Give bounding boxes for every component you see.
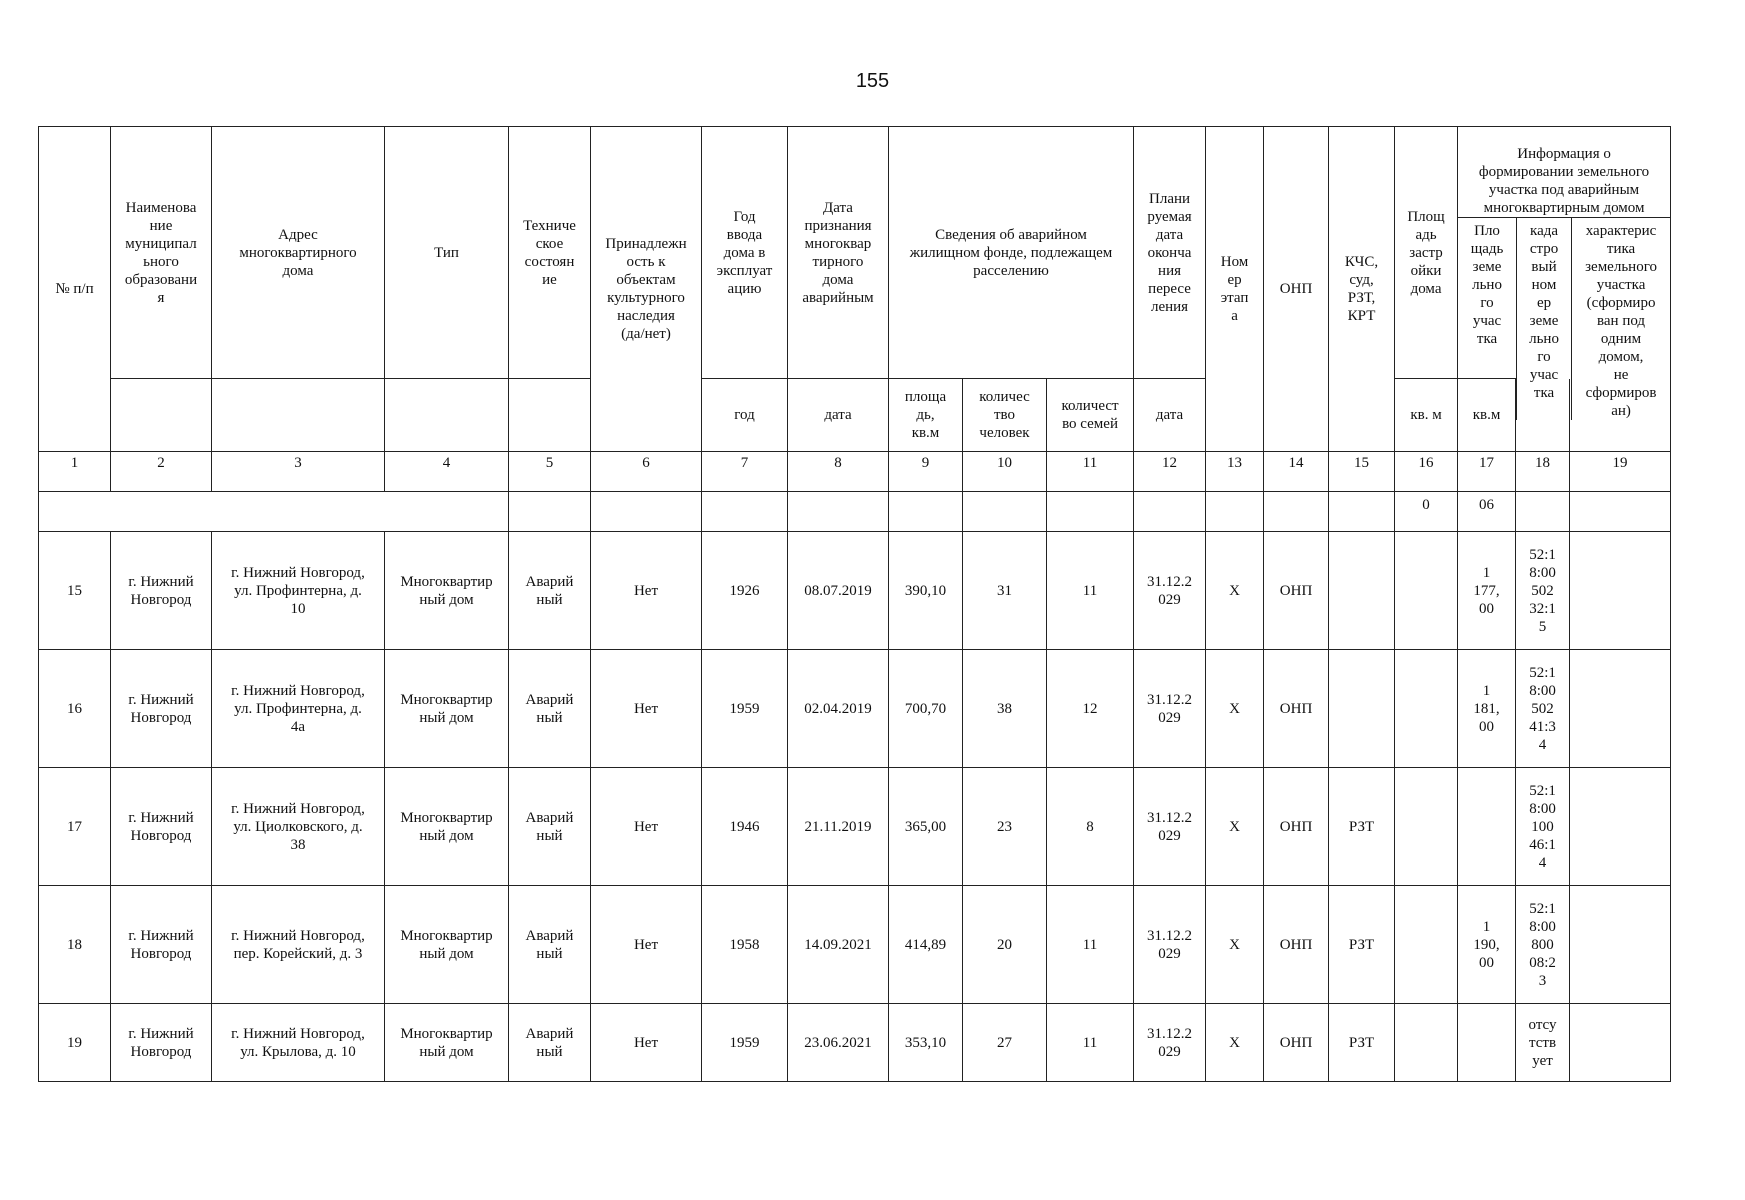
cell-type: Многоквартир ный дом <box>385 650 509 768</box>
cell-n: 16 <box>39 650 111 768</box>
cell-land-area: 1 177, 00 <box>1458 532 1516 650</box>
header-cell: количес тво человек <box>963 379 1047 452</box>
cell-plan: 31.12.2 029 <box>1134 650 1206 768</box>
cell-land-area <box>1458 1004 1516 1082</box>
continuation-cell <box>1047 492 1134 532</box>
header-cell: Адрес многоквартирного дома <box>212 127 385 379</box>
cell-mun: г. Нижний Новгород <box>111 886 212 1004</box>
cell-stage: X <box>1206 768 1264 886</box>
header-cell: Наименова ние муниципал ьного образовани я <box>111 127 212 379</box>
header-cell: дата <box>1134 379 1206 452</box>
header-cell: кв. м <box>1395 379 1458 452</box>
cell-n: 15 <box>39 532 111 650</box>
cell-land-char <box>1570 1004 1671 1082</box>
header-cell: Ном ер этап а <box>1206 127 1264 452</box>
cell-cadastre: 52:1 8:00 502 41:3 4 <box>1516 650 1570 768</box>
continuation-cell <box>1516 492 1570 532</box>
continuation-cell <box>385 492 509 532</box>
column-number-cell: 9 <box>889 452 963 492</box>
header-cell: када стро вый ном ер земе льно го учас тка <box>1517 218 1572 420</box>
cell-stage: X <box>1206 1004 1264 1082</box>
cell-date: 08.07.2019 <box>788 532 889 650</box>
cell-type: Многоквартир ный дом <box>385 532 509 650</box>
continuation-cell: 0 <box>1395 492 1458 532</box>
header-cell <box>111 379 212 452</box>
header-cell: ОНП <box>1264 127 1329 452</box>
cell-area: 365,00 <box>889 768 963 886</box>
cell-families: 11 <box>1047 886 1134 1004</box>
column-number-cell: 10 <box>963 452 1047 492</box>
table-row <box>39 650 1671 768</box>
column-number-cell: 11 <box>1047 452 1134 492</box>
continuation-cell <box>1570 492 1671 532</box>
cell-year: 1959 <box>702 650 788 768</box>
continuation-cell <box>1264 492 1329 532</box>
cell-people: 23 <box>963 768 1047 886</box>
cell-land-char <box>1570 886 1671 1004</box>
column-number-cell: 19 <box>1570 452 1671 492</box>
header-cell: Дата признания многоквар тирного дома аварийным <box>788 127 889 379</box>
cell-n: 18 <box>39 886 111 1004</box>
header-cell: КЧС, суд, РЗТ, КРТ <box>1329 127 1395 452</box>
cell-onp: ОНП <box>1264 532 1329 650</box>
column-number-cell: 12 <box>1134 452 1206 492</box>
header-cell: Принадлежн ость к объектам культурного наследия (да/нет) <box>591 127 702 452</box>
cell-type: Многоквартир ный дом <box>385 886 509 1004</box>
cell-families: 8 <box>1047 768 1134 886</box>
header-row-main <box>39 127 1671 379</box>
cell-heritage: Нет <box>591 532 702 650</box>
continuation-cell <box>1206 492 1264 532</box>
continuation-row <box>39 492 1671 532</box>
page-number: 155 <box>855 70 890 92</box>
cell-people: 38 <box>963 650 1047 768</box>
cell-build-area <box>1395 650 1458 768</box>
cell-addr: г. Нижний Новгород, ул. Крылова, д. 10 <box>212 1004 385 1082</box>
cell-state: Аварий ный <box>509 886 591 1004</box>
cell-plan: 31.12.2 029 <box>1134 768 1206 886</box>
header-cell: год <box>702 379 788 452</box>
table-row <box>39 1004 1671 1082</box>
cell-state: Аварий ный <box>509 768 591 886</box>
column-number-cell: 16 <box>1395 452 1458 492</box>
cell-date: 23.06.2021 <box>788 1004 889 1082</box>
cell-land-char <box>1570 532 1671 650</box>
cell-date: 21.11.2019 <box>788 768 889 886</box>
column-number-cell: 13 <box>1206 452 1264 492</box>
continuation-cell <box>1134 492 1206 532</box>
cell-date: 14.09.2021 <box>788 886 889 1004</box>
cell-area: 390,10 <box>889 532 963 650</box>
cell-plan: 31.12.2 029 <box>1134 1004 1206 1082</box>
cell-mun: г. Нижний Новгород <box>111 1004 212 1082</box>
cell-mun: г. Нижний Новгород <box>111 532 212 650</box>
cell-area: 353,10 <box>889 1004 963 1082</box>
column-number-cell: 3 <box>212 452 385 492</box>
cell-addr: г. Нижний Новгород, ул. Профинтерна, д. 4а <box>212 650 385 768</box>
cell-year: 1959 <box>702 1004 788 1082</box>
continuation-cell <box>963 492 1047 532</box>
cell-area: 414,89 <box>889 886 963 1004</box>
cell-families: 12 <box>1047 650 1134 768</box>
cell-onp: ОНП <box>1264 886 1329 1004</box>
header-cell: Сведения об аварийном жилищном фонде, подлежащем расселению <box>889 127 1134 379</box>
cell-stage: X <box>1206 650 1264 768</box>
header-cell: Техниче ское состоян ие <box>509 127 591 379</box>
continuation-cell <box>788 492 889 532</box>
cell-land-area: 1 190, 00 <box>1458 886 1516 1004</box>
cell-state: Аварий ный <box>509 532 591 650</box>
cell-land-char <box>1570 650 1671 768</box>
cell-kchs: РЗТ <box>1329 886 1395 1004</box>
cell-plan: 31.12.2 029 <box>1134 532 1206 650</box>
header-cell: № п/п <box>39 127 111 452</box>
cell-onp: ОНП <box>1264 650 1329 768</box>
cell-people: 20 <box>963 886 1047 1004</box>
cell-onp: ОНП <box>1264 768 1329 886</box>
cell-build-area <box>1395 768 1458 886</box>
cell-people: 31 <box>963 532 1047 650</box>
continuation-cell <box>39 492 385 532</box>
cell-kchs: РЗТ <box>1329 768 1395 886</box>
cell-heritage: Нет <box>591 886 702 1004</box>
cell-year: 1958 <box>702 886 788 1004</box>
header-cell: площа дь, кв.м <box>889 379 963 452</box>
column-number-cell: 5 <box>509 452 591 492</box>
header-cell: кв.м <box>1458 379 1516 452</box>
cell-build-area <box>1395 1004 1458 1082</box>
cell-stage: X <box>1206 886 1264 1004</box>
cell-addr: г. Нижний Новгород, ул. Циолковского, д. 38 <box>212 768 385 886</box>
column-number-cell: 7 <box>702 452 788 492</box>
cell-date: 02.04.2019 <box>788 650 889 768</box>
table-row <box>39 886 1671 1004</box>
cell-plan: 31.12.2 029 <box>1134 886 1206 1004</box>
cell-people: 27 <box>963 1004 1047 1082</box>
header-row-sub <box>39 379 1671 452</box>
continuation-cell <box>509 492 591 532</box>
header-cell <box>212 379 385 452</box>
continuation-cell <box>591 492 702 532</box>
column-number-cell: 15 <box>1329 452 1395 492</box>
cell-kchs <box>1329 532 1395 650</box>
column-number-cell: 6 <box>591 452 702 492</box>
cell-cadastre: 52:1 8:00 800 08:2 3 <box>1516 886 1570 1004</box>
cell-onp: ОНП <box>1264 1004 1329 1082</box>
cell-state: Аварий ный <box>509 1004 591 1082</box>
continuation-cell <box>702 492 788 532</box>
cell-families: 11 <box>1047 1004 1134 1082</box>
header-cell: Площ адь застр ойки дома <box>1395 127 1458 379</box>
cell-year: 1926 <box>702 532 788 650</box>
cell-type: Многоквартир ный дом <box>385 768 509 886</box>
land-info-group-label: Информация о формировании земельного участка под аварийным многоквартирным домом <box>1458 145 1670 218</box>
continuation-cell <box>1329 492 1395 532</box>
cell-land-char <box>1570 768 1671 886</box>
cell-stage: X <box>1206 532 1264 650</box>
cell-state: Аварий ный <box>509 650 591 768</box>
column-number-cell: 14 <box>1264 452 1329 492</box>
cell-area: 700,70 <box>889 650 963 768</box>
cell-kchs <box>1329 650 1395 768</box>
header-cell: количест во семей <box>1047 379 1134 452</box>
continuation-cell <box>889 492 963 532</box>
emergency-housing-table <box>38 126 1671 1082</box>
column-number-row <box>39 452 1671 492</box>
cell-kchs: РЗТ <box>1329 1004 1395 1082</box>
column-number-cell: 17 <box>1458 452 1516 492</box>
cell-cadastre: отсу тств ует <box>1516 1004 1570 1082</box>
cell-build-area <box>1395 886 1458 1004</box>
column-number-cell: 2 <box>111 452 212 492</box>
header-cell: Год ввода дома в эксплуат ацию <box>702 127 788 379</box>
header-cell: Тип <box>385 127 509 379</box>
cell-heritage: Нет <box>591 768 702 886</box>
cell-mun: г. Нижний Новгород <box>111 650 212 768</box>
cell-addr: г. Нижний Новгород, пер. Корейский, д. 3 <box>212 886 385 1004</box>
cell-type: Многоквартир ный дом <box>385 1004 509 1082</box>
cell-mun: г. Нижний Новгород <box>111 768 212 886</box>
cell-land-area <box>1458 768 1516 886</box>
cell-land-area: 1 181, 00 <box>1458 650 1516 768</box>
cell-n: 19 <box>39 1004 111 1082</box>
table-row <box>39 532 1671 650</box>
header-cell: Пло щадь земе льно го учас тка <box>1458 218 1517 420</box>
cell-addr: г. Нижний Новгород, ул. Профинтерна, д. 10 <box>212 532 385 650</box>
column-number-cell: 18 <box>1516 452 1570 492</box>
cell-cadastre: 52:1 8:00 502 32:1 5 <box>1516 532 1570 650</box>
cell-heritage: Нет <box>591 1004 702 1082</box>
cell-year: 1946 <box>702 768 788 886</box>
header-cell: характерис тика земельного участка (сформиро ван под одним домом, не сформиров ан) <box>1585 223 1657 419</box>
cell-cadastre: 52:1 8:00 100 46:1 4 <box>1516 768 1570 886</box>
continuation-cell: 06 <box>1458 492 1516 532</box>
header-cell: дата <box>788 379 889 452</box>
table-row <box>39 768 1671 886</box>
header-cell <box>385 379 509 452</box>
column-number-cell: 1 <box>39 452 111 492</box>
header-cell <box>509 379 591 452</box>
column-number-cell: 4 <box>385 452 509 492</box>
column-number-cell: 8 <box>788 452 889 492</box>
cell-families: 11 <box>1047 532 1134 650</box>
cell-heritage: Нет <box>591 650 702 768</box>
cell-build-area <box>1395 532 1458 650</box>
cell-n: 17 <box>39 768 111 886</box>
header-cell: Плани руемая дата оконча ния пересе ления <box>1134 127 1206 379</box>
